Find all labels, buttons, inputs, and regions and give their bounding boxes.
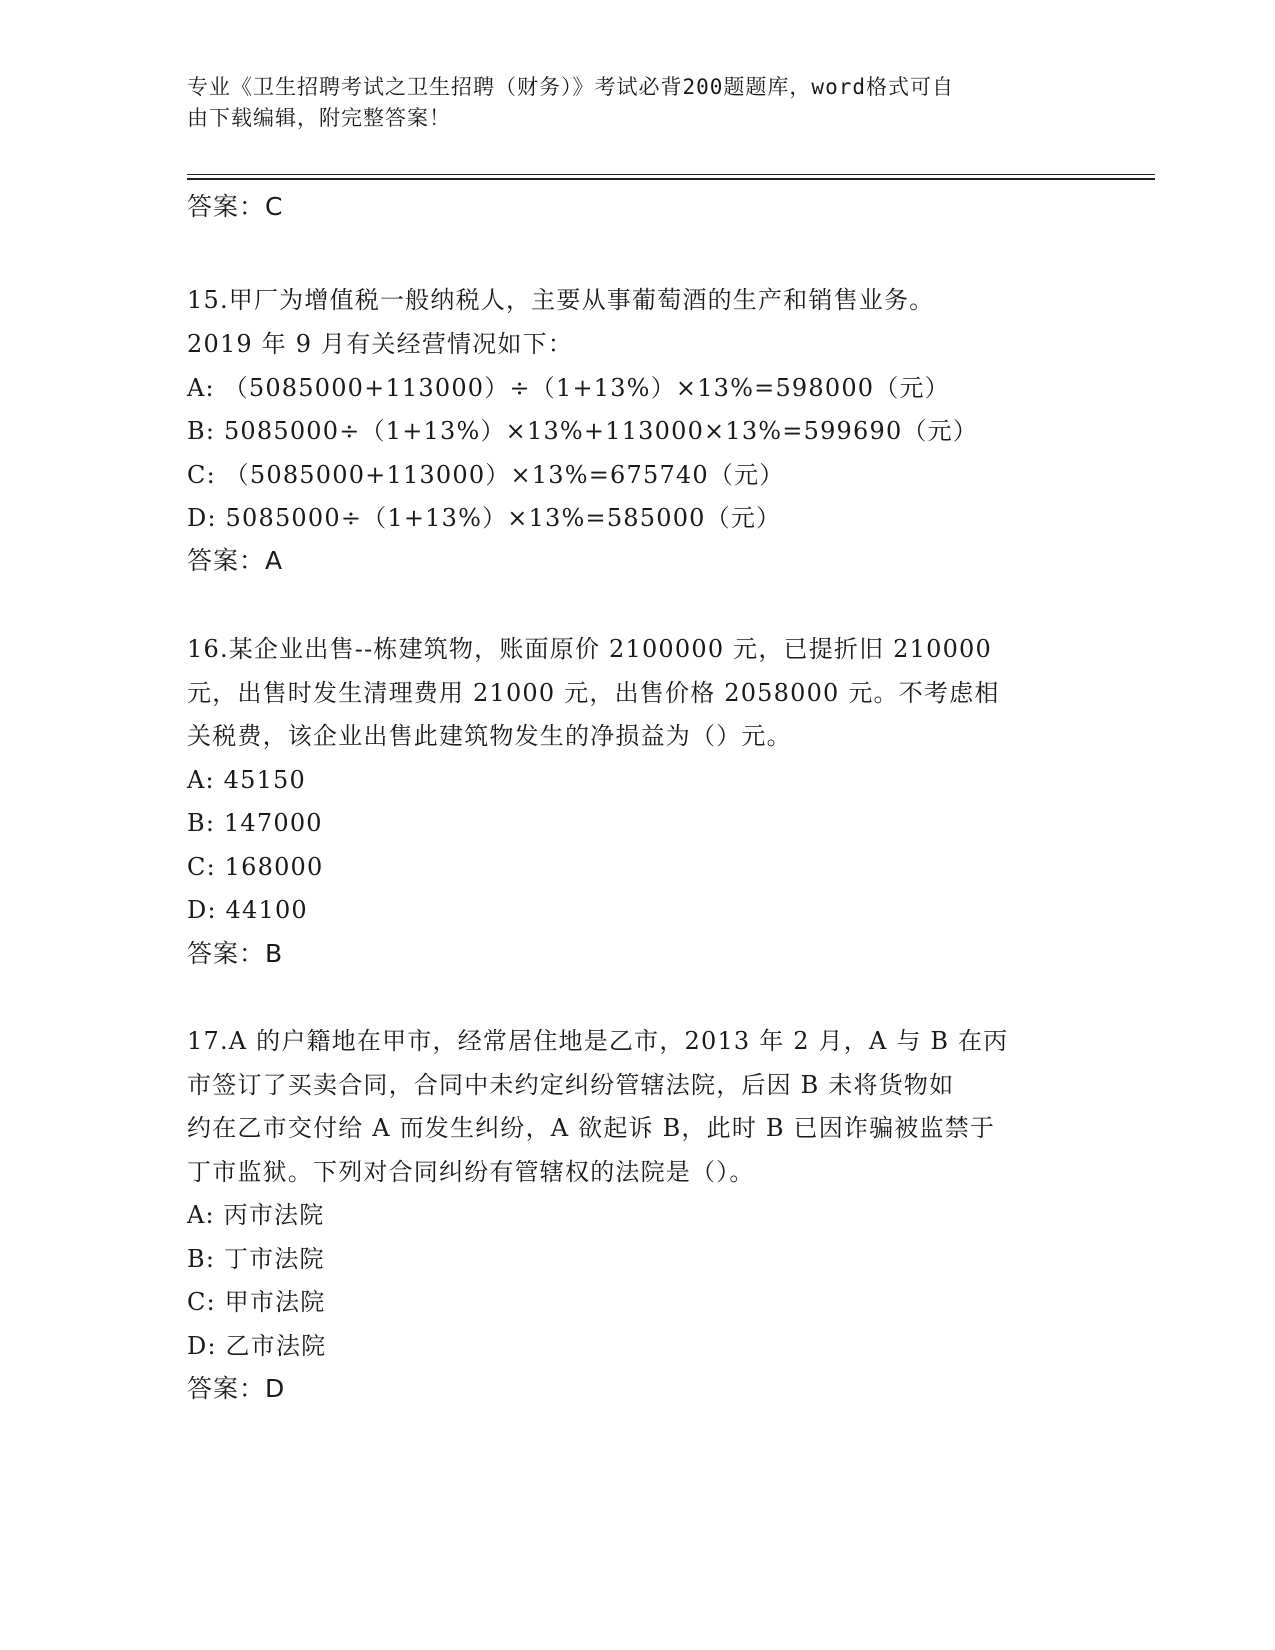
question-stem-line: 15.甲厂为增值税一般纳税人，主要从事葡萄酒的生产和销售业务。 [187,286,935,314]
answer: 答案：D [187,1374,286,1403]
question-stem-line: 约在乙市交付给 A 而发生纠纷，A 欲起诉 B，此时 B 已因诈骗被监禁于 [187,1114,996,1142]
header-divider-thin [187,174,1155,175]
question-stem-line: 16.某企业出售--栋建筑物，账面原价 2100000 元，已提折旧 210000 [187,635,992,663]
question-stem-line: 2019 年 9 月有关经营情况如下： [187,330,574,358]
option-b: B: 147000 [187,809,323,837]
question-stem-line: 市签订了买卖合同，合同中未约定纠纷管辖法院，后因 B 未将货物如 [187,1071,955,1099]
document-header [187,72,1067,134]
option-b: B: 丁市法院 [187,1245,325,1273]
option-d: D: 5085000÷（1+13%）×13%=585000（元） [187,504,782,532]
question-stem-line: 17.A 的户籍地在甲市，经常居住地是乙市，2013 年 2 月，A 与 B 在丙 [187,1027,1009,1055]
header-line-2: 由下载编辑，附完整答案！ [187,106,451,130]
question-stem-line: 关税费，该企业出售此建筑物发生的净损益为（）元。 [187,722,792,750]
option-c: C: 168000 [187,853,324,881]
option-a: A: （5085000+113000）÷（1+13%）×13%=598000（元） [187,374,950,402]
question-stem-line: 丁市监狱。下列对合同纠纷有管辖权的法院是（）。 [187,1158,755,1186]
option-c: C: （5085000+113000）×13%=675740（元） [187,461,785,489]
previous-answer: 答案：C [187,192,284,221]
option-d: D: 44100 [187,896,308,924]
option-d: D: 乙市法院 [187,1332,327,1360]
option-c: C: 甲市法院 [187,1288,326,1316]
question-stem-line: 元，出售时发生清理费用 21000 元，出售价格 2058000 元。不考虑相 [187,679,1000,707]
answer: 答案：A [187,546,284,575]
option-a: A: 丙市法院 [187,1201,325,1229]
option-b: B: 5085000÷（1+13%）×13%+113000×13%=599690（元） [187,417,979,445]
option-a: A: 45150 [187,766,306,794]
header-divider-thick [187,178,1155,180]
header-line-1: 专业《卫生招聘考试之卫生招聘（财务）》考试必背200题题库，word格式可自 [187,75,954,99]
answer: 答案：B [187,939,284,968]
